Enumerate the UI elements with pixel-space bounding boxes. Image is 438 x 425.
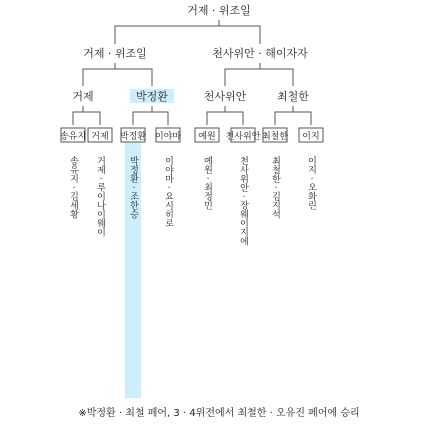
level3-label-7: 이지 <box>302 132 320 142</box>
leaf-name-1: 거제 · 루이나이웨이 <box>95 156 105 237</box>
level3-label-4: 예원 <box>198 132 216 142</box>
l2-bracket-1 <box>133 106 168 125</box>
level2-label-1: 박정환 <box>136 90 168 103</box>
root-bracket <box>115 20 260 44</box>
level1-label-0: 거제 · 위조일 <box>83 47 147 60</box>
l2-bracket-2 <box>207 106 243 125</box>
level3-label-3: 이야마 <box>154 132 182 142</box>
level3-label-2: 박정환 <box>119 132 147 142</box>
l1a-bracket <box>83 63 152 86</box>
l2-bracket-0 <box>73 106 100 125</box>
root-label: 거제 · 위조일 <box>187 4 251 17</box>
level3-label-6: 최철한 <box>261 132 289 142</box>
level2-label-0: 거제 <box>72 90 94 103</box>
level3-label-5: 천사위안 <box>225 132 261 142</box>
leaf-name-7: 이지 · 오화린 <box>306 156 316 210</box>
level3-label-0: 송유지 <box>59 132 87 142</box>
l1b-bracket <box>225 63 293 86</box>
leaf-name-5: 천사위안 · 장웨이지에 <box>238 156 248 246</box>
level3-label-1: 거제 <box>91 132 109 142</box>
leaf-name-3: 이야마 · 요시히로 <box>163 156 173 228</box>
level2-label-2: 천사위안 <box>203 90 247 103</box>
leaf-name-2: 박정환 · 조한승 <box>128 156 138 219</box>
footnote: ※박정환 · 최철 페어, 3 · 4위전에서 최철한 · 오유진 페어에 승리 <box>78 408 360 419</box>
l2-bracket-3 <box>275 106 311 125</box>
level2-label-3: 최철한 <box>277 90 309 103</box>
leaf-name-6: 최철한 · 김지석 <box>270 156 280 219</box>
leaf-name-0: 송유지 · 김세황 <box>68 156 78 219</box>
level1-label-1: 천사위안 · 해이자자 <box>212 47 308 60</box>
leaf-name-4: 예원 · 최정민 <box>202 156 212 210</box>
